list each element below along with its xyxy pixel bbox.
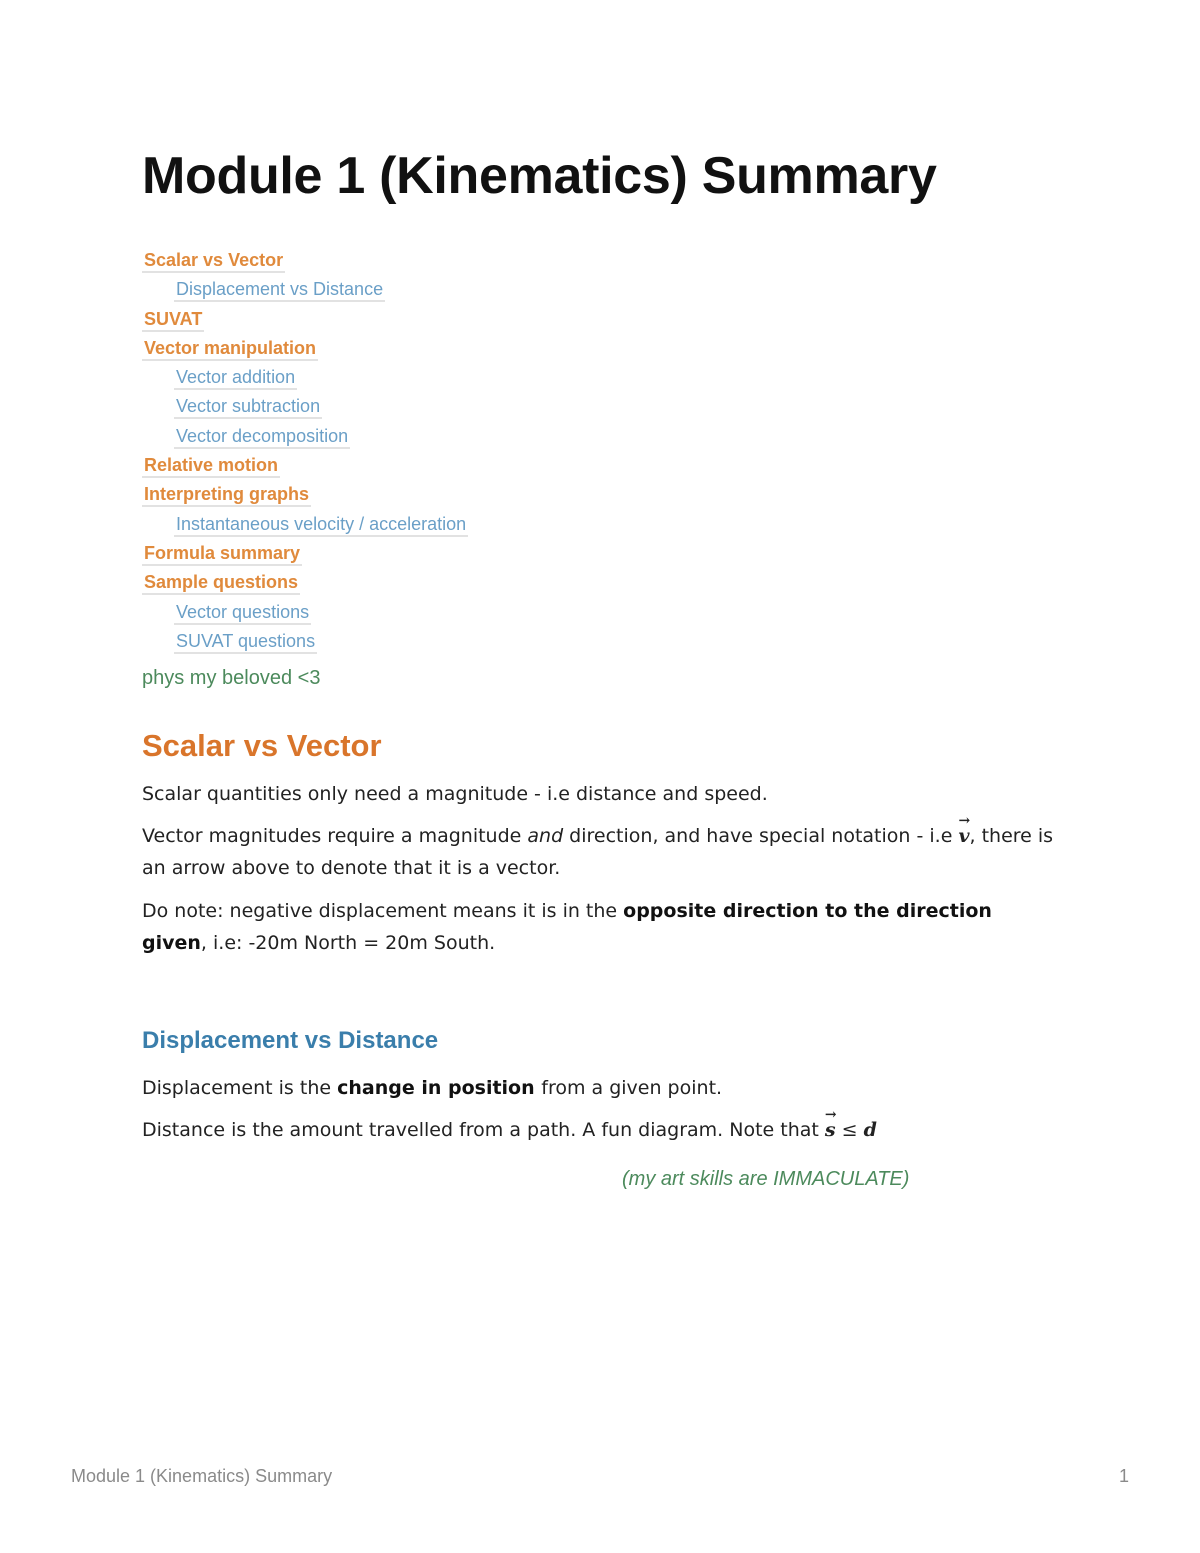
- text: from a given point.: [541, 1077, 723, 1099]
- toc-item: [142, 510, 742, 539]
- toc-link[interactable]: SUVAT: [142, 309, 204, 332]
- page-title: Module 1 (Kinematics) Summary: [142, 147, 937, 205]
- toc-link[interactable]: Instantaneous velocity / acceleration: [174, 514, 468, 537]
- toc-item: [142, 568, 742, 597]
- toc-item: [142, 480, 742, 509]
- toc-link[interactable]: SUVAT questions: [174, 631, 317, 654]
- toc-item: [142, 334, 742, 363]
- toc-item: [142, 246, 742, 275]
- toc-link[interactable]: Vector decomposition: [174, 426, 350, 449]
- toc-link[interactable]: Interpreting graphs: [142, 484, 311, 507]
- toc-item: [142, 275, 742, 304]
- text: , i.e: -20m North = 20m South.: [200, 932, 496, 954]
- toc-link[interactable]: Vector addition: [174, 367, 297, 390]
- distance-d-symbol: d: [863, 1119, 877, 1141]
- table-of-contents: [142, 246, 742, 656]
- vector-v-symbol: → v: [958, 820, 969, 852]
- toc-link[interactable]: Vector questions: [174, 602, 311, 625]
- emphasis-and: and: [527, 825, 564, 847]
- text: Displacement is the: [142, 1077, 338, 1099]
- text: direction, and have special notation - i.e: [563, 825, 959, 847]
- text: , there is an arrow above to denote that it is a vector.: [142, 825, 1054, 879]
- toc-item: [142, 363, 742, 392]
- toc-item: [142, 305, 742, 334]
- toc-item: [142, 392, 742, 421]
- text: Vector magnitudes require a magnitude: [142, 825, 528, 847]
- toc-item: [142, 422, 742, 451]
- paragraph-scalar-definition: [142, 778, 1062, 810]
- toc-link[interactable]: Vector manipulation: [142, 338, 318, 361]
- diagram-caption: (my art skills are IMMACULATE): [622, 1168, 910, 1190]
- toc-item: [142, 451, 742, 480]
- toc-item: [142, 627, 742, 656]
- toc-link[interactable]: Relative motion: [142, 455, 280, 478]
- text: Do note: negative displacement means it is in the: [142, 900, 624, 922]
- paragraph-vector-definition: [142, 820, 1062, 884]
- paragraph-displacement-definition: [142, 1072, 1062, 1104]
- section-heading-displacement-vs-distance: Displacement vs Distance: [142, 1027, 439, 1054]
- less-equal-symbol: ≤: [835, 1119, 864, 1141]
- paragraph-negative-displacement: [142, 895, 1062, 959]
- author-note: phys my beloved <3: [142, 667, 321, 689]
- toc-link[interactable]: Displacement vs Distance: [174, 279, 385, 302]
- toc-item: [142, 539, 742, 568]
- toc-link[interactable]: Sample questions: [142, 572, 300, 595]
- toc-link[interactable]: Vector subtraction: [174, 396, 322, 419]
- text: Scalar quantities only need a magnitude - i.e distance and speed.: [142, 783, 768, 805]
- toc-item: [142, 598, 742, 627]
- text: Distance is the amount travelled from a path. A fun diagram. Note that: [142, 1119, 825, 1141]
- footer-title: Module 1 (Kinematics) Summary: [71, 1466, 333, 1486]
- vector-s-symbol: → s: [825, 1114, 836, 1146]
- toc-link[interactable]: Scalar vs Vector: [142, 250, 285, 273]
- section-heading-scalar-vs-vector: Scalar vs Vector: [142, 728, 382, 763]
- toc-link[interactable]: Formula summary: [142, 543, 302, 566]
- footer-page-number: 1: [1118, 1466, 1129, 1486]
- paragraph-distance-definition: [142, 1114, 1062, 1146]
- bold-change-in-position: change in position: [337, 1077, 542, 1099]
- bold-opposite-direction: opposite direction to the direction given: [142, 900, 992, 954]
